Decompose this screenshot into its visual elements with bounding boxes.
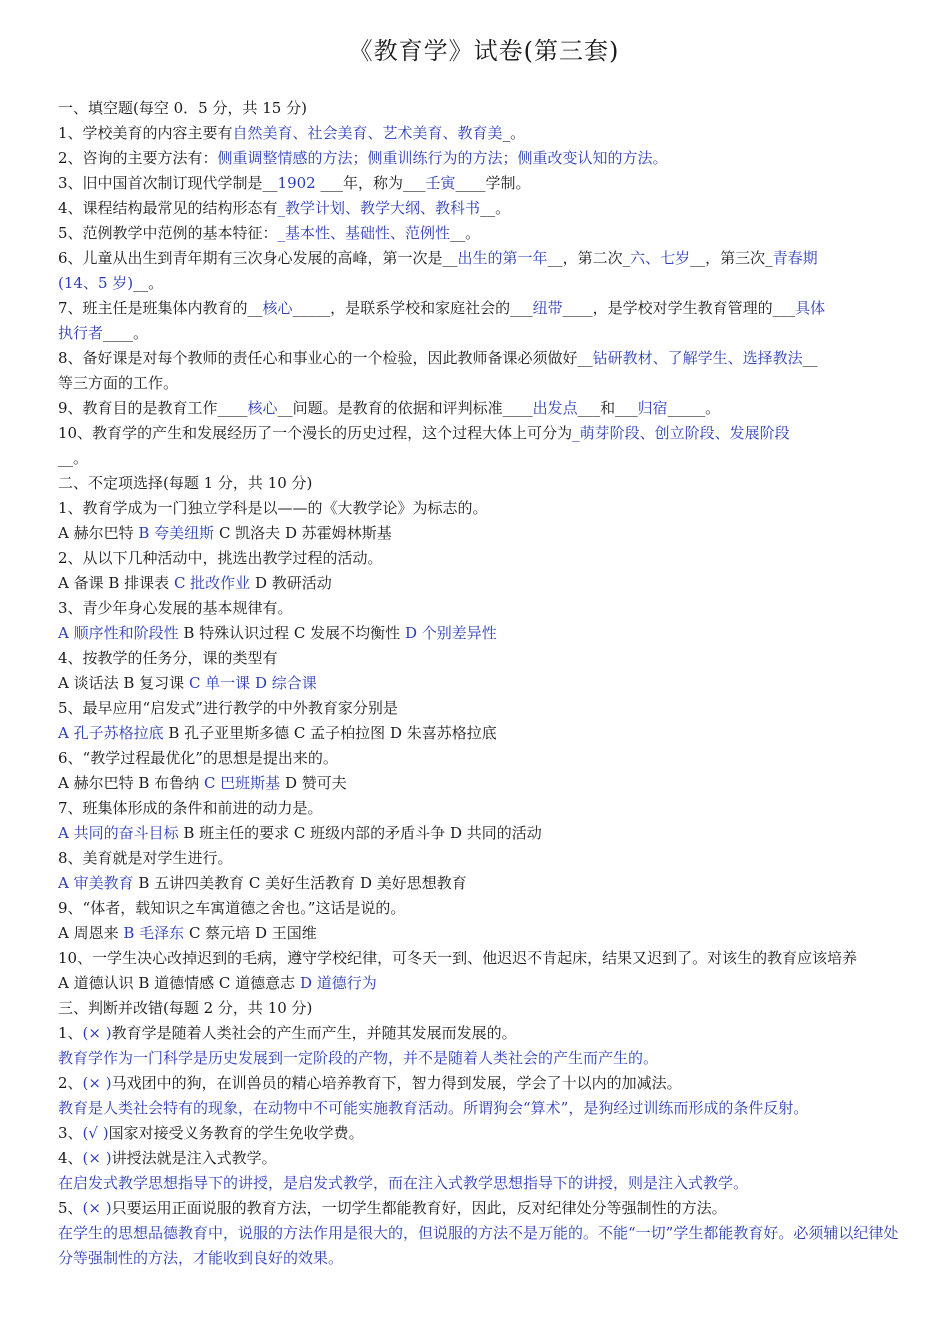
option-text: C 蔡元培 D 王国维 — [184, 924, 317, 942]
judge-question — [58, 1196, 910, 1221]
correct-option: C 巴班斯基 — [203, 774, 281, 792]
judge-statement: 国家对接受义务教育的学生免收学费。 — [108, 1124, 364, 1142]
correct-option: D 道德行为 — [299, 974, 377, 992]
choice-heading: 二、不定项选择(每题 1 分，共 10 分) — [58, 474, 313, 492]
option-text: B 特殊认识过程 C 发展不均衡性 — [178, 624, 405, 642]
correct-option: B 夸美纽斯 — [138, 524, 215, 542]
correct-option: A 共同的奋斗目标 — [58, 824, 179, 842]
judge-statement: 马戏团中的狗，在训兽员的精心培养教育下，智力得到发展，学会了十以内的加减法。 — [111, 1074, 682, 1092]
fill-q9: 9、教育目的是教育工作____核心__问题。是教育的依据和评判标准____出发点___和___归宿_____。 — [58, 399, 721, 417]
option-text: A 备课 B 排课表 — [58, 574, 174, 592]
choice-question: 9、“体者，载知识之车寓道德之舍也。”这话是说的。 — [58, 899, 406, 917]
judge-statement: 讲授法就是注入式教学。 — [111, 1149, 277, 1167]
option-text: A 赫尔巴特 — [58, 524, 139, 542]
choice-question: 1、教育学成为一门独立学科是以——的《大教学论》为标志的。 — [58, 499, 488, 517]
choice-options — [58, 521, 910, 546]
fill-q2: 2、咨询的主要方法有：侧重调整情感的方法；侧重训练行为的方法；侧重改变认知的方法。 — [58, 149, 668, 167]
judge-statement: 只要运用正面说服的教育方法，一切学生都能教育好，因此，反对纪律处分等强制性的方法。 — [111, 1199, 727, 1217]
judge-correction: 在启发式教学思想指导下的讲授，是启发式教学，而在注入式教学思想指导下的讲授，则是注入式教学。 — [58, 1174, 749, 1192]
judge-correction: 教育是人类社会特有的现象，在动物中不可能实施教育活动。所谓狗会“算术”，是狗经过训练而形成的条件反射。 — [58, 1099, 809, 1117]
option-text: A 道德认识 B 道德情感 C 道德意志 — [58, 974, 300, 992]
judge-question — [58, 1121, 910, 1146]
judge-number: 5、 — [58, 1199, 83, 1217]
option-text: B 班主任的要求 C 班级内部的矛盾斗争 D 共同的活动 — [178, 824, 542, 842]
judge-correction: 在学生的思想品德教育中，说服的方法作用是很大的，但说服的方法不是万能的。不能“一切”学生都能教育好。必须辅以纪律处分等强制性的方法，才能收到良好的效果。 — [58, 1224, 899, 1267]
correct-option: B 毛泽东 — [123, 924, 185, 942]
choice-options — [58, 721, 910, 746]
fill-q5: 5、范例教学中范例的基本特征：_基本性、基础性、范例性__。 — [58, 224, 481, 242]
choice-options — [58, 971, 910, 996]
option-text: C 凯洛夫 D 苏霍姆林斯基 — [214, 524, 392, 542]
correct-option: A 顺序性和阶段性 — [58, 624, 179, 642]
judge-number: 4、 — [58, 1149, 83, 1167]
choice-list — [58, 496, 910, 996]
page-title: 《教育学》试卷(第三套) — [348, 37, 620, 65]
choice-options — [58, 571, 910, 596]
option-text: D 教研活动 — [250, 574, 332, 592]
option-text: A 赫尔巴特 B 布鲁纳 — [58, 774, 204, 792]
fill-q4: 4、课程结构最常见的结构形态有_教学计划、教学大纲、教科书__。 — [58, 199, 511, 217]
fill-q1: 1、学校美育的内容主要有自然美育、社会美育、艺术美育、教育美_。 — [58, 124, 526, 142]
judge-mark: (× ) — [82, 1149, 112, 1167]
judge-question — [58, 1146, 910, 1171]
choice-question: 6、“教学过程最优化”的思想是提出来的。 — [58, 749, 338, 767]
fill-q7-cont: 执行者____。 — [58, 324, 149, 342]
choice-question: 2、从以下几种活动中，挑选出教学过程的活动。 — [58, 549, 383, 567]
correct-option: C 批改作业 — [173, 574, 251, 592]
choice-options — [58, 671, 910, 696]
choice-question: 7、班集体形成的条件和前进的动力是。 — [58, 799, 323, 817]
choice-options — [58, 871, 910, 896]
choice-question: 10、一学生决心改掉迟到的毛病，遵守学校纪律，可冬天一到、他迟迟不肯起床，结果又迟到了。对该生的教育应该培养 — [58, 949, 858, 967]
judge-number: 1、 — [58, 1024, 83, 1042]
judge-correction: 教育学作为一门科学是历史发展到一定阶段的产物，并不是随着人类社会的产生而产生的。 — [58, 1049, 659, 1067]
judge-statement: 教育学是随着人类社会的产生而产生，并随其发展而发展的。 — [111, 1024, 517, 1042]
fill-q6-cont: (14、5 岁)__。 — [58, 274, 164, 292]
choice-question: 3、青少年身心发展的基本规律有。 — [58, 599, 293, 617]
judge-mark: (× ) — [82, 1199, 112, 1217]
correct-option: C 单一课 D 综合课 — [188, 674, 317, 692]
judge-number: 2、 — [58, 1074, 83, 1092]
judge-mark: (√ ) — [82, 1124, 109, 1142]
correct-option: A 审美教育 — [58, 874, 134, 892]
fill-q8: 8、备好课是对每个教师的责任心和事业心的一个检验，因此教师备课必须做好__钻研教材、了解学生、选择教法__ — [58, 349, 818, 367]
judge-number: 3、 — [58, 1124, 83, 1142]
judge-mark: (× ) — [82, 1074, 112, 1092]
option-text: A 谈话法 B 复习课 — [58, 674, 189, 692]
fill-heading: 一、填空题(每空 0．5 分，共 15 分) — [58, 99, 307, 117]
option-text: A 周恩来 — [58, 924, 124, 942]
fill-q3: 3、旧中国首次制订现代学制是__1902 ___年，称为___壬寅____学制。 — [58, 174, 531, 192]
judge-list — [58, 1021, 910, 1271]
choice-options — [58, 771, 910, 796]
choice-question: 4、按教学的任务分，课的类型有 — [58, 649, 278, 667]
choice-question: 8、美育就是对学生进行。 — [58, 849, 233, 867]
choice-options — [58, 921, 910, 946]
choice-question: 5、最早应用“启发式”进行教学的中外教育家分别是 — [58, 699, 398, 717]
fill-q6: 6、儿童从出生到青年期有三次身心发展的高峰，第一次是__出生的第一年__，第二次_六、七岁__，第三次_青春期 — [58, 249, 818, 267]
option-text: B 孔子亚里斯多德 C 孟子柏拉图 D 朱喜苏格拉底 — [163, 724, 497, 742]
fill-q10: 10、教育学的产生和发展经历了一个漫长的历史过程，这个过程大体上可分为_萌芽阶段、创立阶段、发展阶段 — [58, 424, 790, 442]
fill-q7: 7、班主任是班集体内教育的__核心_____，是联系学校和家庭社会的___纽带____，是学校对学生教育管理的___具体 — [58, 299, 826, 317]
judge-question — [58, 1021, 910, 1046]
correct-option: D 个别差异性 — [404, 624, 497, 642]
fill-q10-cont: __。 — [58, 449, 89, 467]
judge-question — [58, 1071, 910, 1096]
choice-options — [58, 821, 910, 846]
choice-options — [58, 621, 910, 646]
option-text: D 赞可夫 — [280, 774, 347, 792]
option-text: B 五讲四美教育 C 美好生活教育 D 美好思想教育 — [133, 874, 467, 892]
judge-heading: 三、判断并改错(每题 2 分，共 10 分) — [58, 999, 313, 1017]
fill-q8-cont: 等三方面的工作。 — [58, 374, 179, 392]
judge-mark: (× ) — [82, 1024, 112, 1042]
correct-option: A 孔子苏格拉底 — [58, 724, 164, 742]
